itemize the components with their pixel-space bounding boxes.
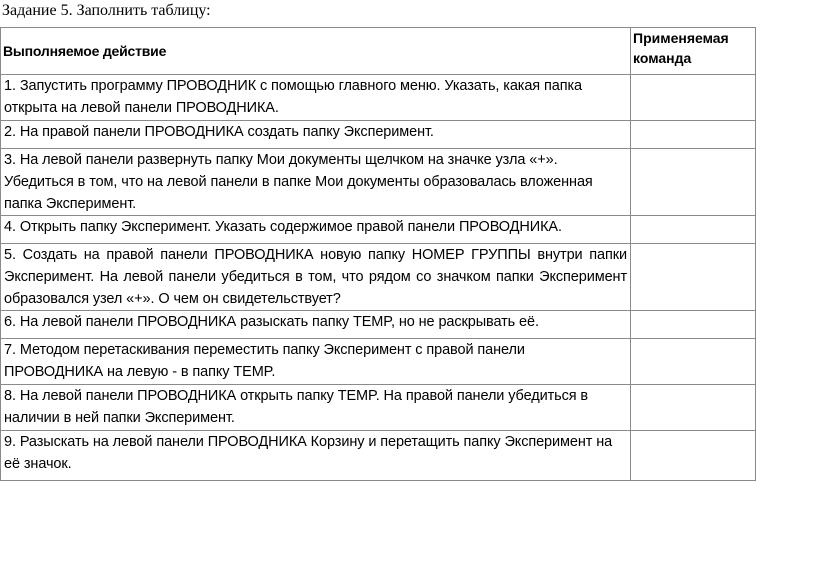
header-action: Выполняемое действие xyxy=(1,28,631,75)
step-3-action: 3. На левой панели развернуть папку Мои документы щелчком на значке узла «+». Убедиться в том, что на левой панели в папке Мои документы образовалась вложенная папка Эксперимент. xyxy=(1,149,631,216)
table-row xyxy=(1,339,756,385)
step-9-command[interactable] xyxy=(631,431,756,481)
step-2-action: 2. На правой панели ПРОВОДНИКА создать папку Эксперимент. xyxy=(1,121,631,149)
step-5-command[interactable] xyxy=(631,244,756,311)
table-row xyxy=(1,244,756,311)
step-8-command[interactable] xyxy=(631,385,756,431)
table-row xyxy=(1,216,756,244)
task-table xyxy=(0,27,756,481)
step-8-action: 8. На левой панели ПРОВОДНИКА открыть папку TEMP. На правой панели убедиться в наличии в ней папки Эксперимент. xyxy=(1,385,631,431)
step-5-action: 5. Создать на правой панели ПРОВОДНИКА новую папку НОМЕР ГРУППЫ внутри папки Эксперимент. На левой панели убедиться в том, что рядом со значком папки Эксперимент образовался узел «+». О чем он свидетельствует? xyxy=(1,244,631,311)
header-command: Применяемая команда xyxy=(631,28,756,75)
step-4-action: 4. Открыть папку Эксперимент. Указать содержимое правой панели ПРОВОДНИКА. xyxy=(1,216,631,244)
table-row xyxy=(1,431,756,481)
step-9-action: 9. Разыскать на левой панели ПРОВОДНИКА Корзину и перетащить папку Эксперимент на её значок. xyxy=(1,431,631,481)
table-row xyxy=(1,385,756,431)
table-row xyxy=(1,121,756,149)
step-2-command[interactable] xyxy=(631,121,756,149)
step-1-command[interactable] xyxy=(631,75,756,121)
page-title: Задание 5. Заполнить таблицу: xyxy=(2,2,211,19)
step-6-command[interactable] xyxy=(631,311,756,339)
table-header-row xyxy=(1,28,756,75)
step-1-action: 1. Запустить программу ПРОВОДНИК с помощью главного меню. Указать, какая папка открыта на левой панели ПРОВОДНИКА. xyxy=(1,75,631,121)
step-7-action: 7. Методом перетаскивания переместить папку Эксперимент с правой панели ПРОВОДНИКА на левую - в папку TEMP. xyxy=(1,339,631,385)
table-row xyxy=(1,75,756,121)
table-row xyxy=(1,311,756,339)
step-3-command[interactable] xyxy=(631,149,756,216)
step-6-action: 6. На левой панели ПРОВОДНИКА разыскать папку TEMP, но не раскрывать её. xyxy=(1,311,631,339)
table-row xyxy=(1,149,756,216)
step-4-command[interactable] xyxy=(631,216,756,244)
step-7-command[interactable] xyxy=(631,339,756,385)
